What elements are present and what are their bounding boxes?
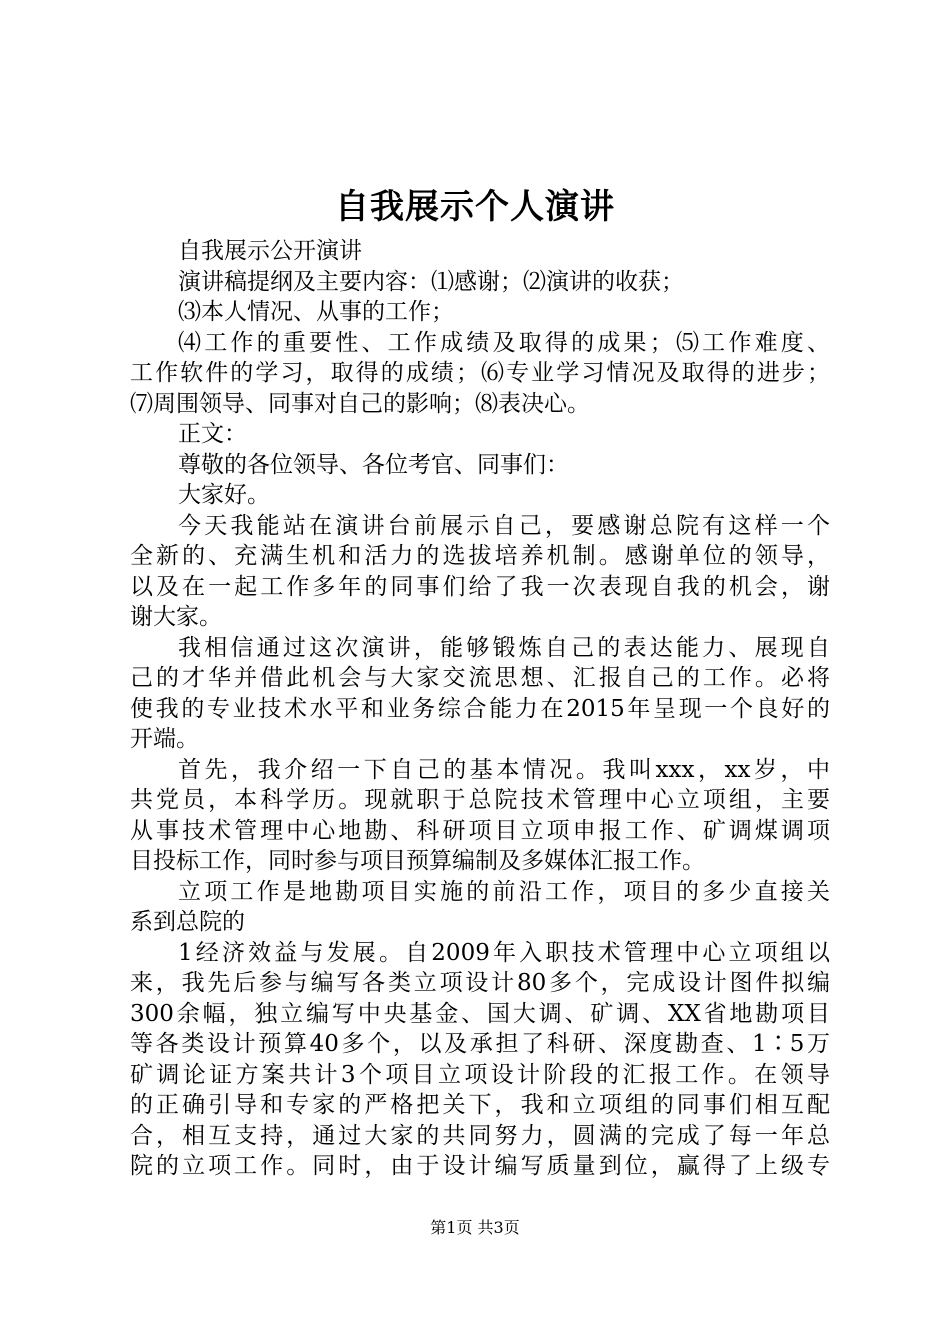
text-line: 尊敬的各位领导、各位考官、同事们： [178,451,569,478]
text-line: 使我的专业技术水平和业务综合能力在2015年呈现一个良好的 [130,695,830,722]
text-line: 开端。 [130,726,199,752]
text-line: 演讲稿提纲及主要内容：⑴感谢；⑵演讲的收获； [178,268,684,295]
text-line: 矿调论证方案共计3个项目立项设计阶段的汇报工作。在领导 [130,1061,830,1088]
text-line: 的正确引导和专家的严格把关下，我和立项组的同事们相互配 [130,1092,830,1118]
page-footer: 第1页 共3页 [430,1218,520,1237]
text-line: 目投标工作，同时参与项目预算编制及多媒体汇报工作。 [130,848,705,874]
text-line: 以及在一起工作多年的同事们给了我一次表现自我的机会，谢 [130,573,830,600]
text-line: 己的才华并借此机会与大家交流思想、汇报自己的工作。必将 [130,665,830,691]
text-line: 首先，我介绍一下自己的基本情况。我叫xxx，xx岁，中 [178,756,830,783]
document-title: 自我展示个人演讲 [335,187,615,227]
text-line: 立项工作是地勘项目实施的前沿工作，项目的多少直接关 [178,878,830,905]
text-line: 工作软件的学习，取得的成绩；⑹专业学习情况及取得的进步； [130,360,830,386]
text-line: 共党员，本科学历。现就职于总院技术管理中心立项组，主要 [130,787,830,813]
text-line: 等各类设计预算40多个，以及承担了科研、深度勘查、1∶5万 [130,1031,830,1057]
text-line: 谢大家。 [130,604,222,630]
text-line: 系到总院的 [130,909,245,935]
text-line: 正文： [178,421,247,447]
text-line: ⑺周围领导、同事对自己的影响；⑻表决心。 [130,390,590,417]
text-line: 来，我先后参与编写各类立项设计80多个，完成设计图件拟编 [130,970,830,996]
text-line: 全新的、充满生机和活力的选拔培养机制。感谢单位的领导， [130,543,830,569]
text-line: 300余幅，独立编写中央基金、国大调、矿调、XX省地勘项目 [130,1000,830,1027]
text-line: ⑷工作的重要性、工作成绩及取得的成果；⑸工作难度、 [178,329,830,356]
text-line: ⑶本人情况、从事的工作； [178,299,454,325]
text-line: 大家好。 [178,482,270,508]
text-line: 从事技术管理中心地勘、科研项目立项申报工作、矿调煤调项 [130,817,830,844]
text-line: 院的立项工作。同时，由于设计编写质量到位，赢得了上级专 [130,1153,830,1179]
text-line: 1经济效益与发展。自2009年入职技术管理中心立项组以 [178,939,830,966]
text-line: 今天我能站在演讲台前展示自己，要感谢总院有这样一个 [178,512,830,539]
text-line: 自我展示公开演讲 [178,238,362,264]
text-line: 我相信通过这次演讲，能够锻炼自己的表达能力、展现自 [178,634,830,661]
document-body [130,236,830,1182]
text-line: 合，相互支持，通过大家的共同努力，圆满的完成了每一年总 [130,1122,830,1149]
